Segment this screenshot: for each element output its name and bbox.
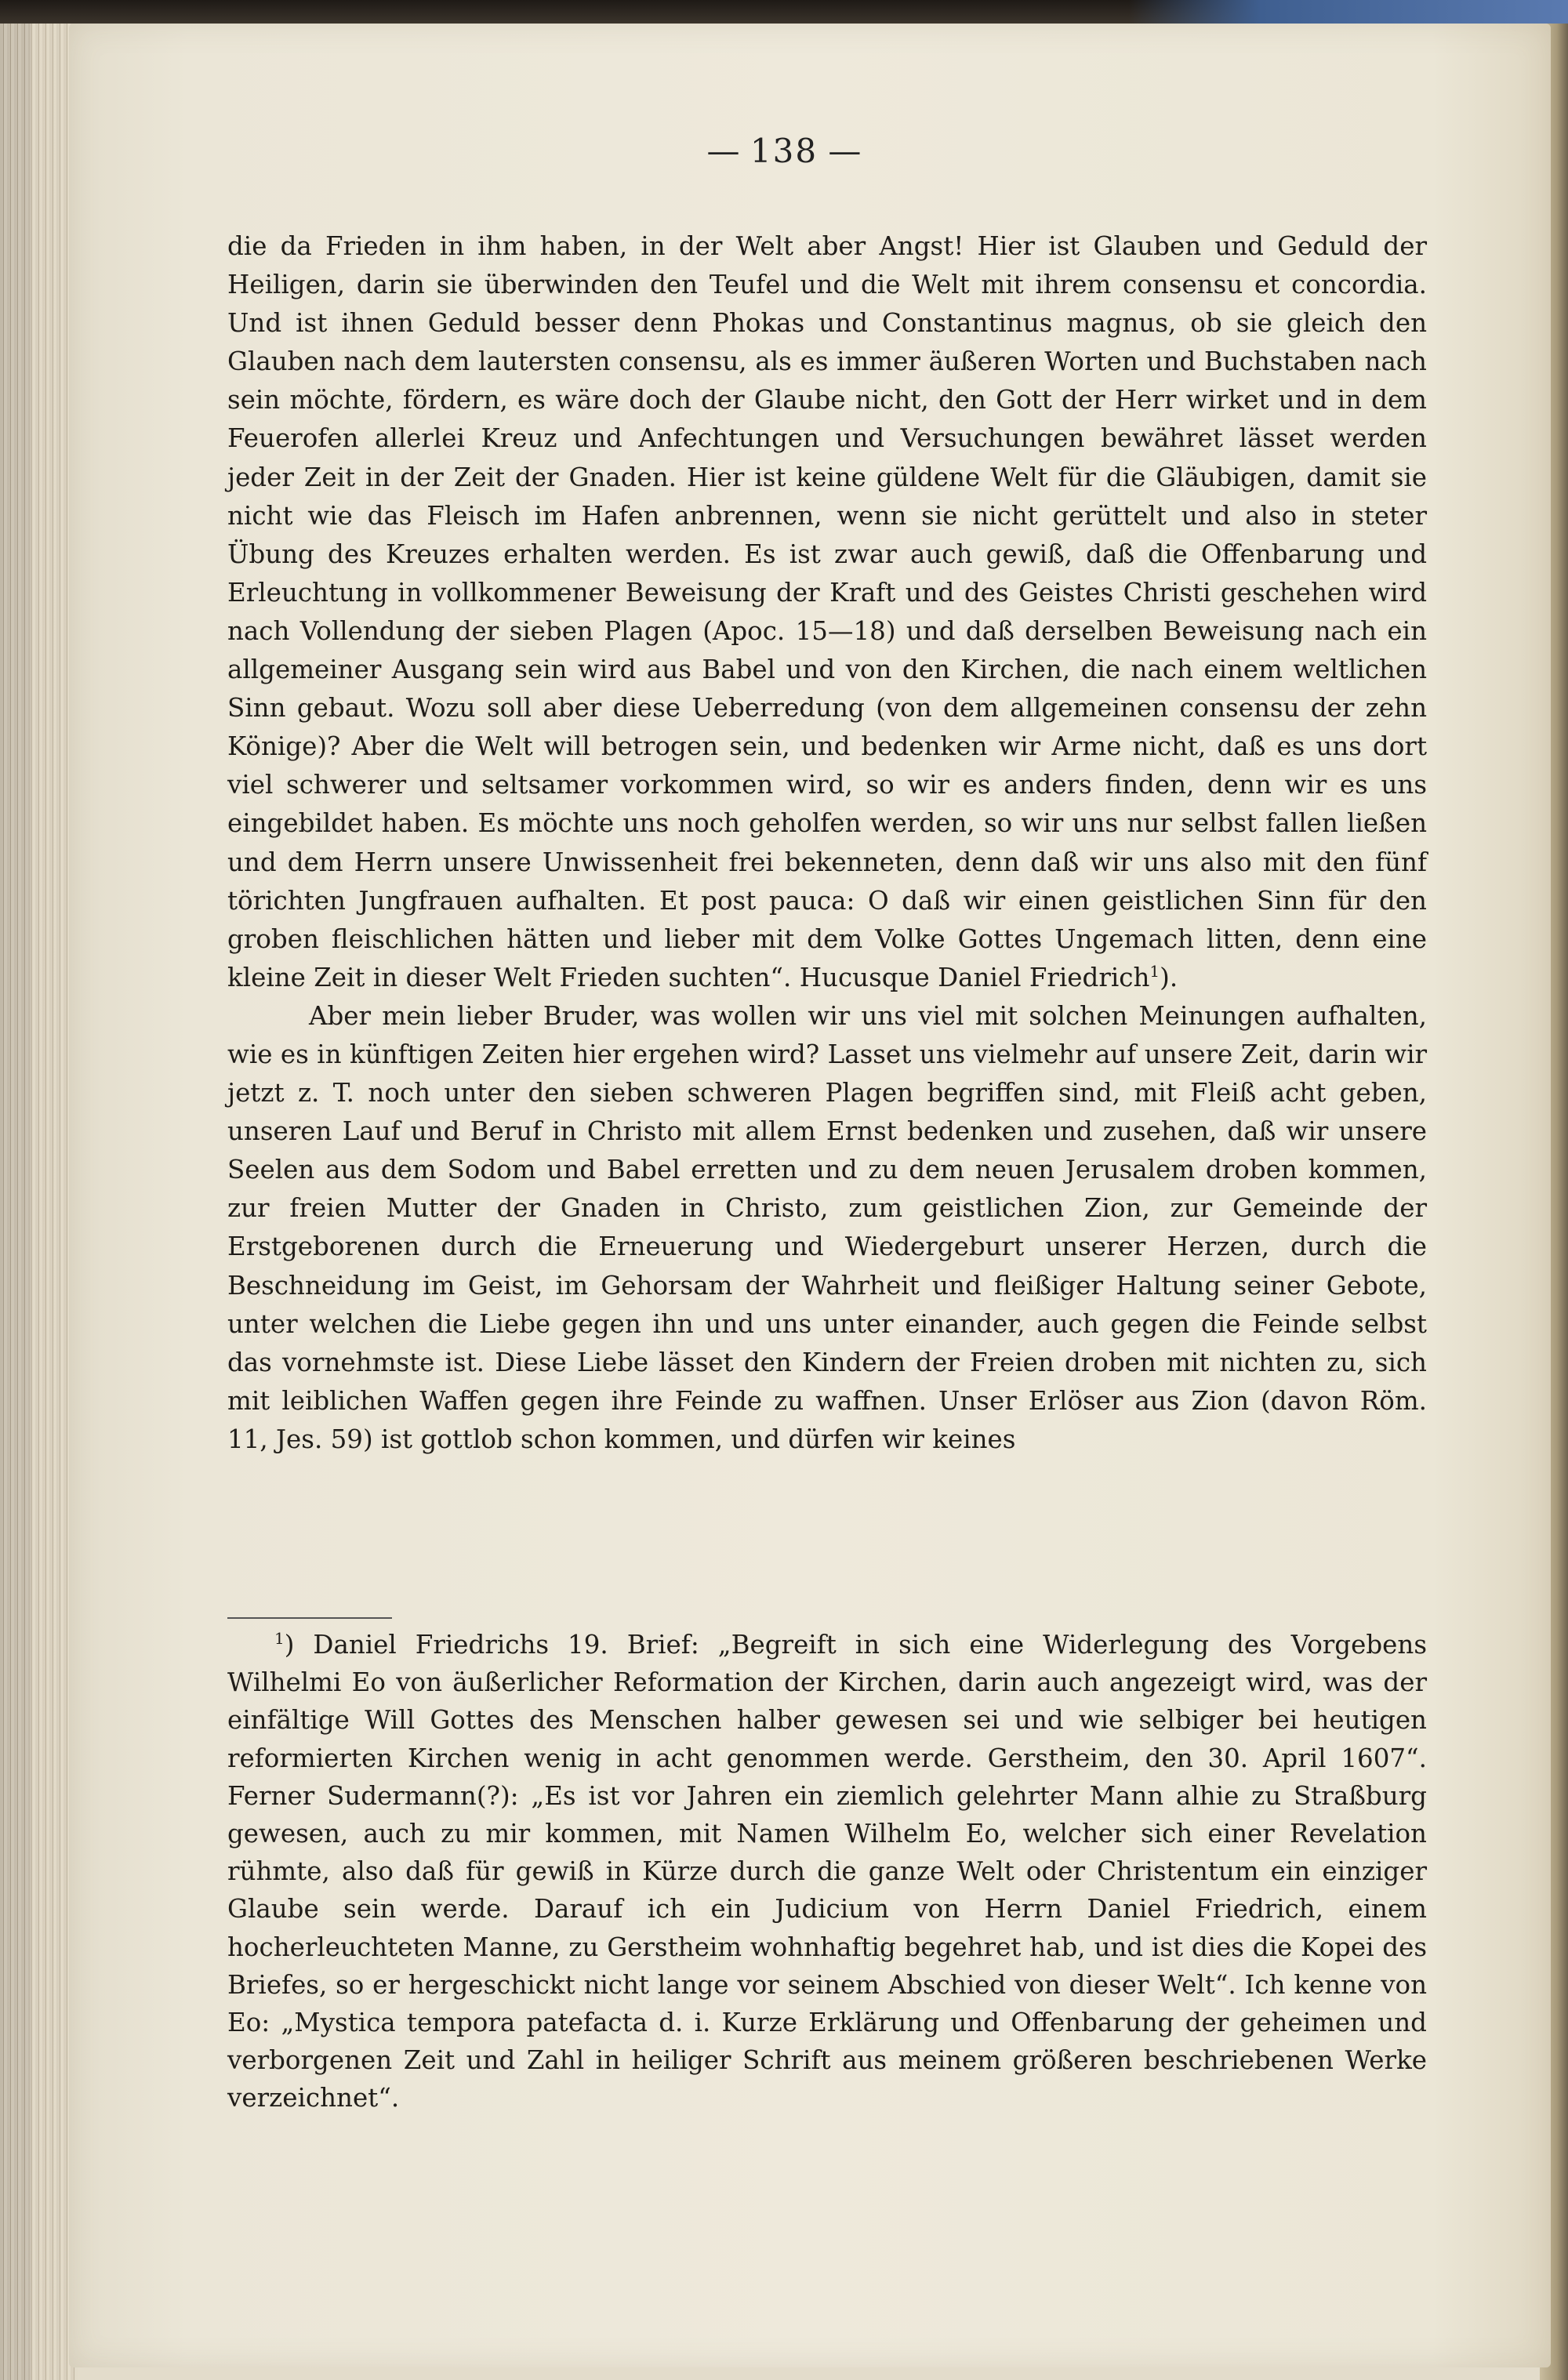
paragraph: Aber mein lieber Bruder, was wollen wir uns viel mit solchen Meinungen aufhalten, wie es in künftigen Zeiten hier ergehen wird? Lasset uns vielmehr auf unsere Zeit, darin wir jetzt z. T. noch unter den sieben schweren Plagen begriffen sind, mit Fleiß acht geben, unseren Lauf und Beruf in Christo mit allem Ernst bedenken und zusehen, daß wir unsere Seelen aus dem Sodom und Babel erretten und zu dem neuen Jerusalem droben kommen, zur freien Mutter der Gnaden in Christo, zum geistlichen Zion, zur Gemeinde der Erstgeborenen durch die Erneuerung und Wiedergeburt unserer Herzen, durch die Beschneidung im Geist, im Gehorsam der Wahrheit und fleißiger Haltung seiner Gebote, unter welchen die Liebe gegen ihn und uns unter einander, auch gegen die Feinde selbst das vornehmste ist. Diese Liebe lässet den Kindern der Freien droben mit nichten zu, sich mit leiblichen Waffen gegen ihre Feinde zu waffnen. Unser Erlöser aus Zion (davon Röm. 11, Jes. 59) ist gottlob schon kommen, und dürfen wir keines [227, 1000, 1427, 1454]
footnote-reference-tail: ). [1160, 962, 1178, 992]
paragraph [227, 227, 1427, 997]
footnote-paragraph [227, 1626, 1427, 2117]
page-number: — 138 — [706, 132, 862, 170]
paragraph-text: die da Frieden in ihm haben, in der Welt aber Angst! Hier ist Glauben und Geduld der Heiligen, darin sie überwinden den Teufel und die Welt mit ihrem consensu et concordia. Und ist ihnen Geduld besser denn Phokas und Constantinus magnus, ob sie gleich den Glauben nach dem lautersten consensu, als es immer äußeren Worten und Buchstaben nach sein möchte, fördern, es wäre doch der Glaube nicht, den Gott der Herr wirket und in dem Feuerofen allerlei Kreuz und Anfechtungen und Versuchungen bewähret lässet werden jeder Zeit in der Zeit der Gnaden. Hier ist keine güldene Welt für die Gläubigen, damit sie nicht wie das Fleisch im Hafen anbrennen, wenn sie nicht gerüttelt und also in steter Übung des Kreuzes erhalten werden. Es ist zwar auch gewiß, daß die Offenbarung und Erleuchtung in vollkommener Beweisung der Kraft und des Geistes Christi geschehen wird nach Vollendung der sieben Plagen (Apoc. 15—18) und daß derselben Beweisung nach ein allgemeiner Ausgang sein wird aus Babel und von den Kirchen, die nach einem weltlichen Sinn gebaut. Wozu soll aber diese Ueberredung (von dem allgemeinen consensu der zehn Könige)? Aber die Welt will betrogen sein, und bedenken wir Arme nicht, daß es uns dort viel schwerer und seltsamer vorkommen wird, so wir es anders finden, denn wir es uns eingebildet haben. Es möchte uns noch geholfen werden, so wir uns nur selbst fallen ließen und dem Herrn unsere Unwissenheit frei bekenneten, denn daß wir uns also mit den fünf törichten Jungfrauen aufhalten. Et post pauca: O daß wir einen geistlichen Sinn für den groben fleischlichen hätten und lieber mit dem Volke Gottes Ungemach litten, denn eine kleine Zeit in dieser Welt Frieden suchten“. Hucusque Daniel Friedrich [227, 231, 1427, 992]
footnote-text: ) Daniel Friedrichs 19. Brief: „Begreift in sich eine Widerlegung des Vorgebens Wilhelmi Eo von äußerlicher Reformation der Kirchen, darin auch angezeigt wird, was der einfältige Will Gottes des Menschen halber gewesen sei und wie selbiger bei heutigen reformierten Kirchen wenig in acht genommen werde. Gerstheim, den 30. April 1607“. Ferner Sudermann(?): „Es ist vor Jahren ein ziemlich gelehrter Mann alhie zu Straßburg gewesen, auch zu mir kommen, mit Namen Wilhelm Eo, welcher sich einer Revelation rühmte, also daß für gewiß in Kürze durch die ganze Welt oder Christentum ein einziger Glaube sein werde. Darauf ich ein Judicium von Herrn Daniel Friedrich, einem hocherleuchteten Manne, zu Gerstheim wohnhaftig begehret hab, und ist dies die Kopei des Briefes, so er hergeschickt nicht lange vor seinem Abschied von dieser Welt“. Ich kenne von Eo: „Mystica tempora patefacta d. i. Kurze Erklärung und Offenbarung der geheimen und verborgenen Zeit und Zahl in heiliger Schrift aus meinem größeren beschriebenen Werke verzeichnet“. [227, 1630, 1427, 2113]
page-stack-edges [0, 0, 74, 2380]
footnote-reference: 1 [1149, 961, 1160, 981]
footnote [227, 1626, 1427, 2117]
footnote-divider [227, 1617, 392, 1619]
main-text [227, 227, 1427, 1459]
color-strip [1129, 0, 1568, 27]
page-number-value: 138 [750, 132, 818, 170]
footnote-marker: 1 [274, 1629, 285, 1649]
